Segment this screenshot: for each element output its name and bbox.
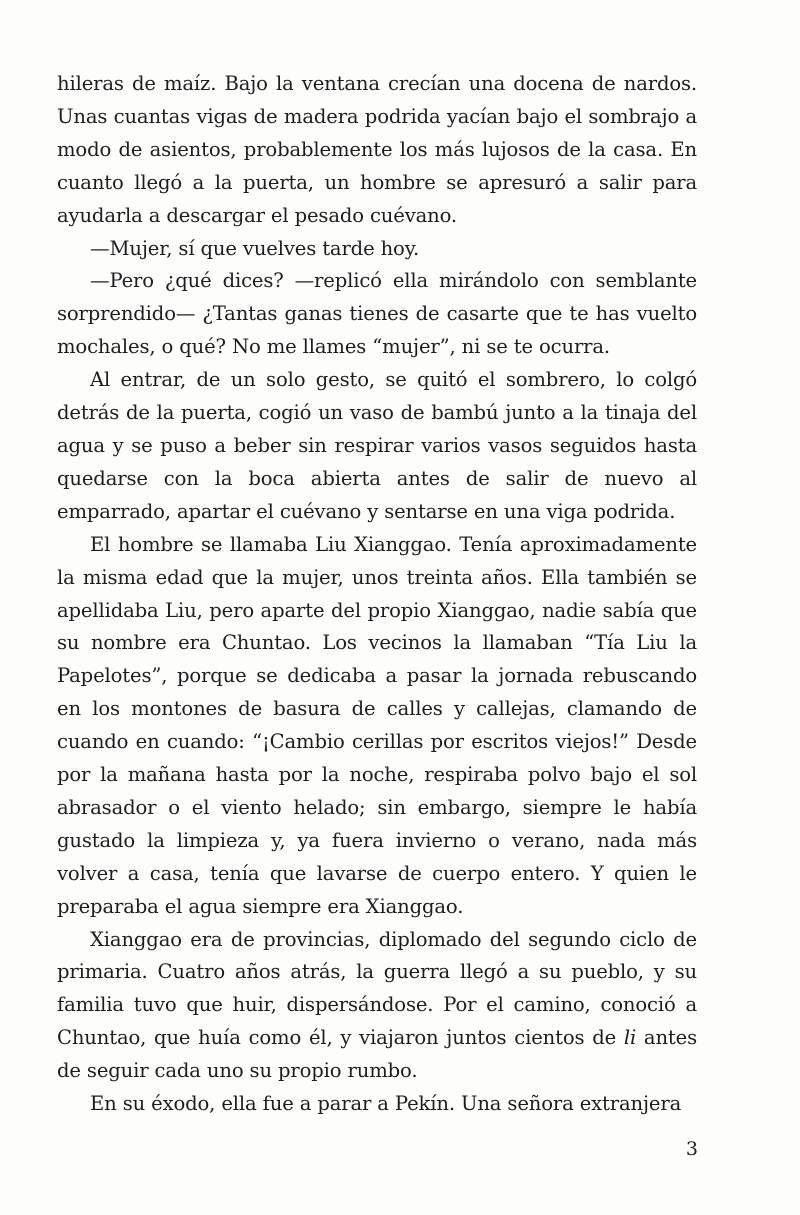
body-text <box>57 68 697 1121</box>
paragraph-6 <box>57 924 697 1089</box>
paragraph-5: El hombre se llamaba Liu Xianggao. Tenía aproximadamente la misma edad que la mujer, unos treinta años. Ella también se apellidaba Liu, pero aparte del propio Xianggao, nadie sabía que su nombre era Chuntao. Los vecinos la llamaban “Tía Liu la Papelotes”, porque se dedicaba a pasar la jornada rebuscando en los montones de basura de calles y callejas, clamando de cuando en cuando: “¡Cambio cerillas por escritos viejos!” Desde por la mañana hasta por la noche, respiraba polvo bajo el sol abrasador o el viento helado; sin embargo, siempre le había gustado la limpieza y, ya fuera invierno o verano, nada más volver a casa, tenía que lavarse de cuerpo entero. Y quien le preparaba el agua siempre era Xianggao. <box>57 532 697 918</box>
paragraph-6-italic: li <box>623 1026 637 1050</box>
paragraph-2: —Mujer, sí que vuelves tarde hoy. <box>90 236 420 260</box>
paragraph-6-start: Xianggao era de provincias, diplomado del segundo ciclo de primaria. Cuatro años atrás, la guerra llegó a su pueblo, y su familia tuvo que huir, dispersándose. Por el camino, conoció a Chuntao, que huía como él, y viajaron juntos cientos de <box>57 927 697 1050</box>
paragraph-4: Al entrar, de un solo gesto, se quitó el sombrero, lo colgó detrás de la puerta, cogió un vaso de bambú junto a la tinaja del agua y se puso a beber sin respirar varios vasos seguidos hasta quedarse con la boca abierta antes de salir de nuevo al emparrado, apartar el cuévano y sentarse en una viga podrida. <box>57 368 697 523</box>
paragraph-3: —Pero ¿qué dices? —replicó ella mirándolo con semblante sorprendido— ¿Tantas ganas tienes de casarte que te has vuelto mochales, o qué? No me llames “mujer”, ni se te ocurra. <box>57 269 697 359</box>
paragraph-6-end: antes de seguir cada uno su propio rumbo. <box>57 1026 698 1083</box>
paragraph-1: hileras de maíz. Bajo la ventana crecían una docena de nardos. Unas cuantas vigas de madera podrida yacían bajo el sombrajo a modo de asientos, probablemente los más lujosos de la casa. En cuanto llegó a la puerta, un hombre se apresuró a salir para ayudarla a descargar el pesado cuévano. <box>57 72 697 227</box>
paragraph-7: En su éxodo, ella fue a parar a Pekín. Una señora extranjera <box>90 1092 682 1116</box>
page-number: 3 <box>685 1138 698 1160</box>
